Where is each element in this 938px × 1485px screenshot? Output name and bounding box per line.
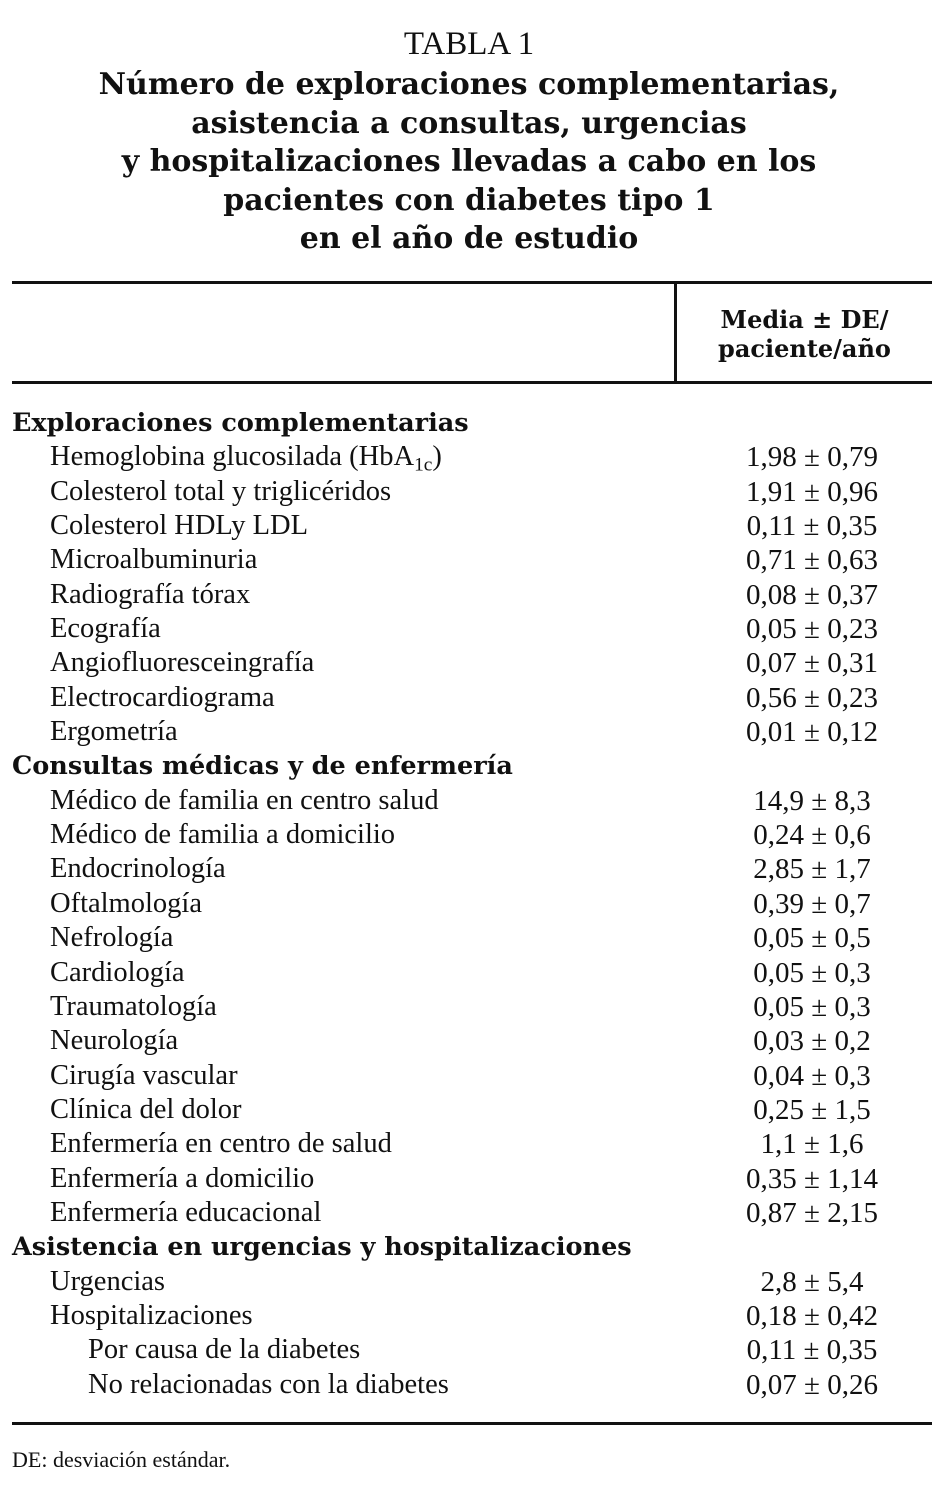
row-label-text: Neurología [50, 1025, 179, 1057]
row-label-text: Radiografía tórax [50, 578, 251, 610]
row-label [50, 715, 178, 749]
row-label-text: Ergometría [50, 716, 178, 748]
row-label [50, 784, 439, 818]
table-row [12, 818, 932, 852]
row-label [50, 1127, 392, 1161]
row-label-subscript: 1c [414, 454, 433, 476]
row-value: 0,11 ± 0,35 [746, 510, 878, 543]
table-row [12, 1368, 932, 1402]
row-label [50, 1196, 321, 1230]
row-label [50, 956, 185, 990]
table-row [12, 784, 932, 818]
row-label-text: Cardiología [50, 956, 185, 988]
row-label-suffix: ) [432, 441, 442, 473]
row-value: 0,87 ± 2,15 [746, 1196, 878, 1229]
row-label [50, 852, 226, 886]
row-label [50, 543, 257, 577]
top-rule [12, 281, 932, 284]
row-value: 0,05 ± 0,3 [753, 956, 871, 989]
row-value: 0,24 ± 0,6 [753, 819, 871, 852]
row-label-text: Médico de familia a domicilio [50, 819, 396, 851]
table-row [12, 543, 932, 577]
row-value: 0,18 ± 0,42 [746, 1299, 878, 1332]
row-label [50, 1059, 238, 1093]
row-value: 0,07 ± 0,26 [746, 1368, 878, 1401]
row-value: 0,35 ± 1,14 [746, 1162, 878, 1195]
row-label [88, 1333, 360, 1367]
row-label-text: Endocrinología [50, 853, 226, 885]
row-label-text: No relacionadas con la diabetes [88, 1368, 449, 1400]
row-label-text: Nefrología [50, 922, 174, 954]
row-value: 0,03 ± 0,2 [753, 1025, 871, 1058]
footnote: DE: desviación estándar. [12, 1447, 231, 1472]
table-row [12, 475, 932, 509]
table-row [12, 1162, 932, 1196]
row-value: 0,01 ± 0,12 [746, 716, 878, 749]
bottom-rule [12, 1422, 932, 1425]
header-rule [12, 381, 932, 384]
row-label [50, 1162, 314, 1196]
table-row [12, 1265, 932, 1299]
row-label [50, 578, 250, 612]
title-line: en el año de estudio [299, 221, 639, 256]
row-label-text: Cirugía vascular [50, 1059, 238, 1091]
row-label-text: Urgencias [50, 1265, 166, 1297]
column-header-line: Media ± DE/ [720, 305, 889, 334]
table-row [12, 956, 932, 990]
row-value: 0,08 ± 0,37 [746, 578, 878, 611]
table-row [12, 990, 932, 1024]
table-row [12, 509, 932, 543]
row-label-text: Por causa de la diabetes [88, 1334, 361, 1366]
table-row [12, 440, 932, 474]
row-value: 0,71 ± 0,63 [746, 544, 878, 577]
table-row [12, 612, 932, 646]
table-row [12, 681, 932, 715]
row-label [50, 681, 275, 715]
table-row [12, 646, 932, 680]
row-value: 0,05 ± 0,23 [746, 613, 878, 646]
row-label [50, 1265, 165, 1299]
section-heading-label: Asistencia en urgencias y hospitalizaciones [12, 1232, 632, 1263]
row-value: 14,9 ± 8,3 [753, 784, 871, 817]
table-row [12, 1024, 932, 1058]
table-row [12, 1127, 932, 1161]
row-label [50, 1093, 242, 1127]
title-line: asistencia a consultas, urgencias [191, 105, 747, 141]
row-value: 1,98 ± 0,79 [746, 441, 878, 474]
row-value: 0,11 ± 0,35 [746, 1334, 878, 1367]
row-value: 0,25 ± 1,5 [753, 1093, 871, 1126]
row-value: 2,8 ± 5,4 [760, 1265, 864, 1298]
table-row [12, 887, 932, 921]
row-label [50, 440, 442, 474]
row-label-text: Colesterol total y triglicéridos [50, 475, 392, 507]
row-label-text: Angiofluoresceingrafía [50, 647, 315, 679]
row-label-text: Oftalmología [50, 887, 202, 919]
row-label [50, 1299, 253, 1333]
table-label: TABLA 1 [403, 26, 535, 62]
row-label [88, 1368, 449, 1402]
table-row [12, 1333, 932, 1367]
table-row [12, 852, 932, 886]
column-header [677, 305, 932, 363]
row-label-text: Electrocardiograma [50, 681, 275, 713]
row-label [50, 921, 173, 955]
row-label-text: Colesterol HDLy LDL [50, 510, 309, 542]
column-header-line: paciente/año [718, 334, 891, 363]
row-value: 2,85 ± 1,7 [753, 853, 871, 886]
title-line: Número de exploraciones complementarias, [98, 67, 840, 102]
row-value: 0,05 ± 0,5 [753, 922, 871, 955]
row-value: 1,91 ± 0,96 [746, 475, 878, 508]
section-heading-label: Exploraciones complementarias [12, 408, 469, 438]
row-label-text: Hemoglobina glucosilada (HbA [50, 441, 415, 473]
table-row [12, 715, 932, 749]
row-label [50, 475, 391, 509]
table-row [12, 1093, 932, 1127]
title-line: pacientes con diabetes tipo 1 [223, 182, 715, 218]
row-label-text: Enfermería en centro de salud [50, 1128, 392, 1160]
row-value: 0,56 ± 0,23 [746, 681, 878, 714]
row-label [50, 509, 308, 543]
row-label-text: Clínica del dolor [50, 1093, 242, 1125]
title-line: y hospitalizaciones llevadas a cabo en los [121, 144, 817, 179]
row-label-text: Microalbuminuria [50, 544, 258, 576]
section-heading [12, 1230, 932, 1264]
table-title [0, 66, 938, 259]
row-value: 1,1 ± 1,6 [760, 1128, 864, 1161]
row-label [50, 646, 314, 680]
row-label-text: Enfermería a domicilio [50, 1162, 315, 1194]
row-label-text: Ecografía [50, 613, 161, 645]
table-row [12, 1299, 932, 1333]
table-row [12, 921, 932, 955]
row-label [50, 612, 161, 646]
table-row [12, 1059, 932, 1093]
table-row [12, 1196, 932, 1230]
section-heading [12, 406, 932, 440]
row-label-text: Enfermería educacional [50, 1196, 322, 1228]
section-heading [12, 749, 932, 783]
section-heading-label: Consultas médicas y de enfermería [12, 751, 513, 782]
row-label [50, 990, 217, 1024]
row-value: 0,04 ± 0,3 [753, 1059, 871, 1092]
row-label-text: Traumatología [50, 990, 217, 1022]
row-value: 0,05 ± 0,3 [753, 990, 871, 1023]
row-label [50, 818, 395, 852]
row-value: 0,07 ± 0,31 [746, 647, 878, 680]
row-label [50, 1024, 178, 1058]
row-label-text: Hospitalizaciones [50, 1299, 253, 1331]
row-label [50, 887, 202, 921]
row-label-text: Médico de familia en centro salud [50, 784, 439, 816]
table-body [12, 406, 932, 1402]
row-value: 0,39 ± 0,7 [753, 887, 871, 920]
table-row [12, 578, 932, 612]
